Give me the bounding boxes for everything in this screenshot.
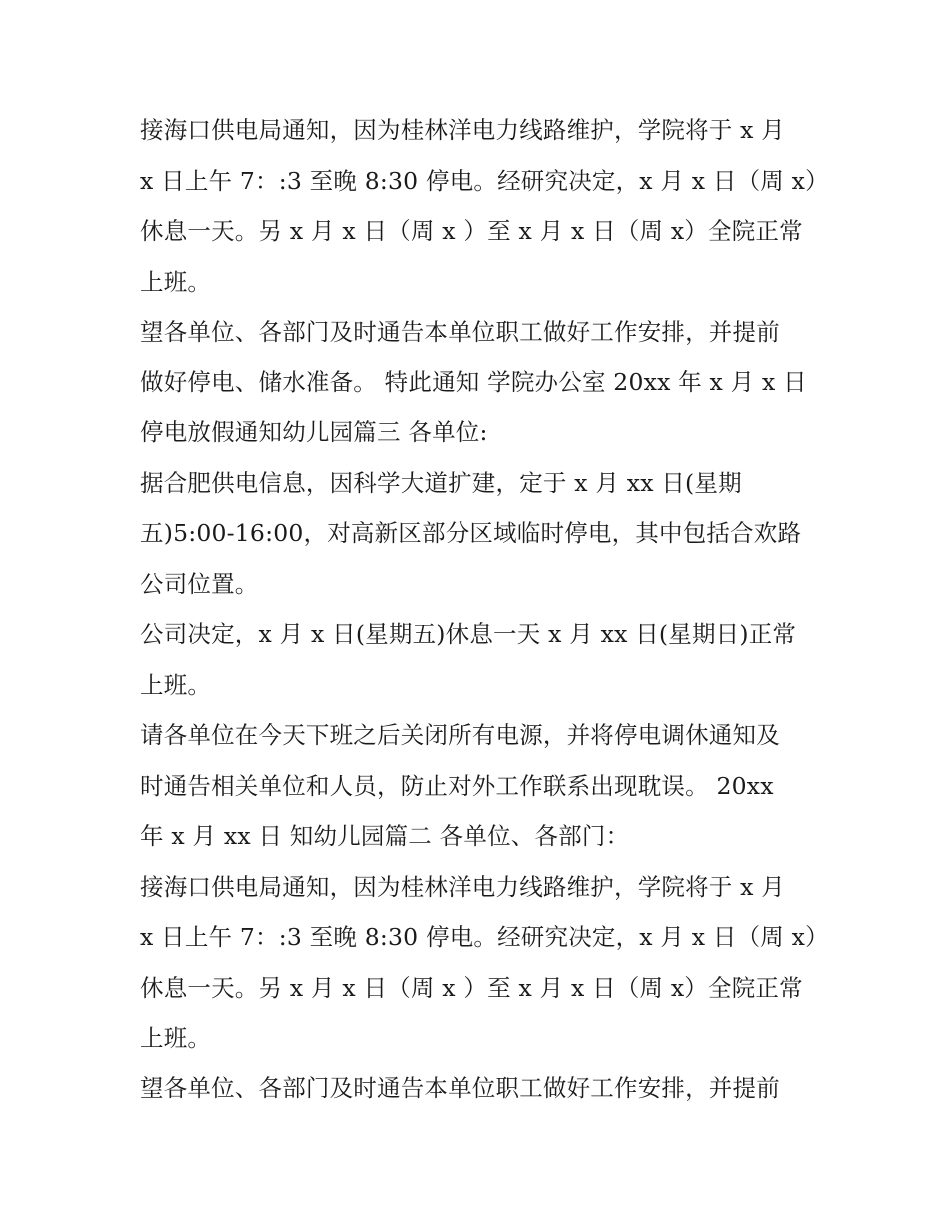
text-line: 公司位置。 [140,570,259,598]
text-line: 据合肥供电信息，因科学大道扩建，定于 x 月 xx 日(星期 [140,469,742,497]
text-line: 上班。 [140,1024,212,1052]
text-line: 做好停电、储水准备。 特此通知 学院办公室 20xx 年 x 月 x 日 [140,368,807,396]
text-line: 休息一天。另 x 月 x 日（周 x ）至 x 月 x 日（周 x）全院正常 [140,974,803,1002]
text-line: 五)5:00-16:00，对高新区部分区域临时停电，其中包括合欢路 [140,519,802,547]
text-line: 请各单位在今天下班之后关闭所有电源，并将停电调休通知及 [140,721,780,749]
text-line: 望各单位、各部门及时通告本单位职工做好工作安排，并提前 [140,318,780,346]
text-line: 望各单位、各部门及时通告本单位职工做好工作安排，并提前 [140,1074,780,1102]
text-line: x 日上午 7：:3 至晚 8:30 停电。经研究决定，x 月 x 日（周 x） [140,167,829,195]
text-line: 公司决定，x 月 x 日(星期五)休息一天 x 月 xx 日(星期日)正常 [140,620,797,648]
text-line: x 日上午 7：:3 至晚 8:30 停电。经研究决定，x 月 x 日（周 x） [140,923,829,951]
text-line: 休息一天。另 x 月 x 日（周 x ）至 x 月 x 日（周 x）全院正常 [140,217,803,245]
text-line: 时通告相关单位和人员，防止对外工作联系出现耽误。 20xx [140,772,774,800]
text-line: 接海口供电局通知，因为桂林洋电力线路维护，学院将于 x 月 [140,873,785,901]
text-line: 年 x 月 xx 日 知幼儿园篇二 各单位、各部门： [140,822,630,850]
text-line: 接海口供电局通知，因为桂林洋电力线路维护，学院将于 x 月 [140,116,785,144]
text-line: 上班。 [140,671,212,699]
text-line: 停电放假通知幼儿园篇三 各单位: [140,418,488,446]
text-line: 上班。 [140,268,212,296]
